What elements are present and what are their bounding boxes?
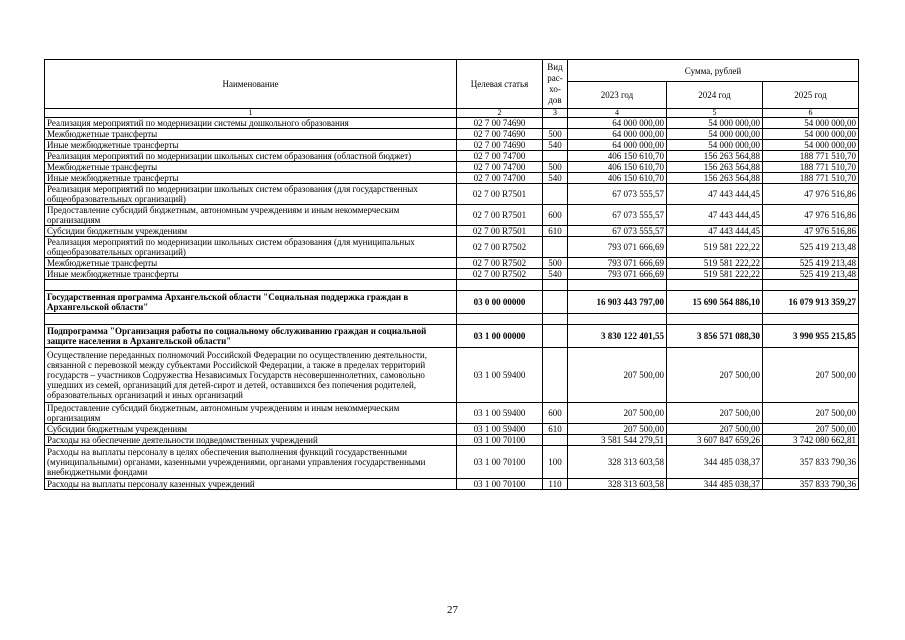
page-number: 27 — [447, 604, 458, 616]
row-sum-2025: 16 079 913 359,27 — [763, 291, 859, 314]
row-target-article: 02 7 00 74700 — [457, 151, 543, 162]
row-sum-2023: 793 071 666,69 — [568, 269, 667, 280]
header-name: Наименование — [45, 60, 457, 109]
row-name: Предоставление субсидий бюджетным, автономным учреждениям и иным некоммерческим организациям — [45, 403, 457, 424]
row-target-article: 03 1 00 59400 — [457, 348, 543, 403]
row-sum-2023: 406 150 610,70 — [568, 162, 667, 173]
row-expense-type — [543, 348, 568, 403]
row-target-article: 02 7 00 74690 — [457, 129, 543, 140]
row-sum-2025: 207 500,00 — [763, 403, 859, 424]
row-target-article: 02 7 00 R7502 — [457, 258, 543, 269]
row-sum-2023: 67 073 555,57 — [568, 226, 667, 237]
row-sum-2025: 3 990 955 215,85 — [763, 325, 859, 348]
row-name: Расходы на выплаты персоналу казенных учреждений — [45, 479, 457, 490]
row-name: Субсидии бюджетным учреждениям — [45, 424, 457, 435]
row-sum-2024: 156 263 564,88 — [667, 151, 763, 162]
row-sum-2023: 406 150 610,70 — [568, 173, 667, 184]
row-sum-2024: 54 000 000,00 — [667, 129, 763, 140]
row-expense-type: 110 — [543, 479, 568, 490]
column-index: 3 — [543, 109, 568, 118]
row-sum-2024: 47 443 444,45 — [667, 205, 763, 226]
table-row — [45, 258, 859, 269]
row-name: Реализация мероприятий по модернизации школьных систем образования (для государственных общеобразовательных организаций) — [45, 184, 457, 205]
row-sum-2024: 519 581 222,22 — [667, 269, 763, 280]
row-sum-2024: 207 500,00 — [667, 403, 763, 424]
row-sum-2025: 188 771 510,70 — [763, 151, 859, 162]
table-row — [45, 291, 859, 314]
row-sum-2023 — [568, 314, 667, 325]
row-sum-2023: 64 000 000,00 — [568, 118, 667, 129]
row-target-article — [457, 314, 543, 325]
table-row — [45, 162, 859, 173]
row-expense-type: 500 — [543, 162, 568, 173]
row-sum-2024: 344 485 038,37 — [667, 479, 763, 490]
row-sum-2025: 47 976 516,86 — [763, 205, 859, 226]
header-row-top — [45, 60, 859, 82]
row-sum-2025: 54 000 000,00 — [763, 129, 859, 140]
header-sum: Сумма, рублей — [568, 60, 859, 82]
header-expense-type: Вид рас-хо-дов — [543, 60, 568, 109]
row-expense-type — [543, 118, 568, 129]
row-sum-2023: 406 150 610,70 — [568, 151, 667, 162]
row-sum-2025 — [763, 314, 859, 325]
row-sum-2025: 47 976 516,86 — [763, 226, 859, 237]
table-row-spacer — [45, 314, 859, 325]
row-name: Реализация мероприятий по модернизации школьных систем образования (для муниципальных общеобразовательных организаций) — [45, 237, 457, 258]
header-target-article: Целевая статья — [457, 60, 543, 109]
header-year-2024: 2024 год — [667, 82, 763, 109]
row-expense-type — [543, 325, 568, 348]
row-sum-2023: 67 073 555,57 — [568, 205, 667, 226]
table-row — [45, 205, 859, 226]
row-sum-2024 — [667, 314, 763, 325]
row-sum-2024: 156 263 564,88 — [667, 162, 763, 173]
table-row — [45, 118, 859, 129]
header-year-2025: 2025 год — [763, 82, 859, 109]
row-sum-2024: 54 000 000,00 — [667, 118, 763, 129]
row-sum-2024: 3 607 847 659,26 — [667, 435, 763, 446]
row-expense-type — [543, 184, 568, 205]
row-sum-2023 — [568, 280, 667, 291]
row-sum-2025: 525 419 213,48 — [763, 237, 859, 258]
row-sum-2025: 188 771 510,70 — [763, 173, 859, 184]
row-sum-2023: 67 073 555,57 — [568, 184, 667, 205]
row-sum-2023: 328 313 603,58 — [568, 446, 667, 479]
column-index: 4 — [568, 109, 667, 118]
row-sum-2023: 793 071 666,69 — [568, 258, 667, 269]
row-expense-type: 540 — [543, 173, 568, 184]
row-target-article: 02 7 00 74690 — [457, 140, 543, 151]
row-sum-2024: 519 581 222,22 — [667, 258, 763, 269]
row-sum-2025: 188 771 510,70 — [763, 162, 859, 173]
row-sum-2024 — [667, 280, 763, 291]
row-target-article: 03 1 00 70100 — [457, 435, 543, 446]
header-year-2023: 2023 год — [568, 82, 667, 109]
row-name: Иные межбюджетные трансферты — [45, 140, 457, 151]
row-expense-type: 500 — [543, 129, 568, 140]
row-sum-2023: 3 581 544 279,51 — [568, 435, 667, 446]
row-sum-2025: 54 000 000,00 — [763, 118, 859, 129]
table-row — [45, 325, 859, 348]
column-index-row — [45, 109, 859, 118]
budget-table-sheet — [44, 59, 858, 490]
row-target-article: 02 7 00 R7501 — [457, 184, 543, 205]
row-expense-type — [543, 314, 568, 325]
row-expense-type — [543, 280, 568, 291]
table-row — [45, 151, 859, 162]
row-sum-2024: 3 856 571 088,30 — [667, 325, 763, 348]
row-expense-type — [543, 151, 568, 162]
row-sum-2024: 47 443 444,45 — [667, 226, 763, 237]
column-index: 5 — [667, 109, 763, 118]
row-target-article: 03 1 00 70100 — [457, 479, 543, 490]
table-row — [45, 226, 859, 237]
row-target-article: 03 0 00 00000 — [457, 291, 543, 314]
row-sum-2025: 54 000 000,00 — [763, 140, 859, 151]
row-name: Расходы на выплаты персоналу в целях обеспечения выполнения функций государственными (муниципальными) органами, казенными учреждениями, органами управления государственными внебюджетными фондами — [45, 446, 457, 479]
row-target-article: 02 7 00 R7501 — [457, 226, 543, 237]
row-target-article: 03 1 00 59400 — [457, 424, 543, 435]
row-name: Подпрограмма "Организация работы по социальному обслуживанию граждан и социальной защите населения в Архангельской области" — [45, 325, 457, 348]
row-name: Межбюджетные трансферты — [45, 129, 457, 140]
row-expense-type: 610 — [543, 424, 568, 435]
table-row — [45, 479, 859, 490]
row-sum-2023: 16 903 443 797,00 — [568, 291, 667, 314]
row-sum-2025 — [763, 280, 859, 291]
row-sum-2023: 207 500,00 — [568, 403, 667, 424]
row-expense-type — [543, 435, 568, 446]
row-name: Реализация мероприятий по модернизации системы дошкольного образования — [45, 118, 457, 129]
row-name: Межбюджетные трансферты — [45, 162, 457, 173]
row-sum-2025: 525 419 213,48 — [763, 258, 859, 269]
row-sum-2024: 207 500,00 — [667, 348, 763, 403]
row-sum-2024: 47 443 444,45 — [667, 184, 763, 205]
row-sum-2023: 3 830 122 401,55 — [568, 325, 667, 348]
row-expense-type — [543, 237, 568, 258]
row-target-article: 02 7 00 74690 — [457, 118, 543, 129]
row-expense-type: 540 — [543, 269, 568, 280]
table-row — [45, 140, 859, 151]
row-sum-2024: 15 690 564 886,10 — [667, 291, 763, 314]
row-sum-2023: 793 071 666,69 — [568, 237, 667, 258]
row-name: Предоставление субсидий бюджетным, автономным учреждениям и иным некоммерческим организациям — [45, 205, 457, 226]
column-index: 6 — [763, 109, 859, 118]
row-sum-2024: 207 500,00 — [667, 424, 763, 435]
table-row — [45, 446, 859, 479]
row-target-article: 02 7 00 74700 — [457, 162, 543, 173]
row-expense-type: 500 — [543, 258, 568, 269]
row-target-article: 02 7 00 R7502 — [457, 269, 543, 280]
row-sum-2025: 3 742 080 662,81 — [763, 435, 859, 446]
row-sum-2025: 525 419 213,48 — [763, 269, 859, 280]
row-name: Иные межбюджетные трансферты — [45, 173, 457, 184]
row-sum-2023: 64 000 000,00 — [568, 129, 667, 140]
row-sum-2024: 156 263 564,88 — [667, 173, 763, 184]
row-target-article: 03 1 00 00000 — [457, 325, 543, 348]
row-sum-2025: 357 833 790,36 — [763, 446, 859, 479]
row-target-article: 03 1 00 59400 — [457, 403, 543, 424]
row-expense-type: 600 — [543, 403, 568, 424]
row-expense-type: 540 — [543, 140, 568, 151]
row-sum-2025: 207 500,00 — [763, 424, 859, 435]
row-name: Субсидии бюджетным учреждениям — [45, 226, 457, 237]
table-row-spacer — [45, 280, 859, 291]
row-name: Осуществление переданных полномочий Российской Федерации по осуществлению деятельности, связанной с перевозкой между субъектами Российской Федерации, а также в пределах территорий государств – участников Содружества Независимых Государств несовершеннолетних, самовольно ушедших из семей, организаций для детей-сирот и детей, оставшихся без попечения родителей, образовательных организаций и иных организаций — [45, 348, 457, 403]
budget-table-body — [45, 60, 859, 490]
row-name: Расходы на обеспечение деятельности подведомственных учреждений — [45, 435, 457, 446]
table-row — [45, 129, 859, 140]
row-name: Государственная программа Архангельской области "Социальная поддержка граждан в Архангельской области" — [45, 291, 457, 314]
table-row — [45, 424, 859, 435]
row-target-article: 02 7 00 74700 — [457, 173, 543, 184]
column-index: 1 — [45, 109, 457, 118]
row-expense-type: 600 — [543, 205, 568, 226]
row-sum-2024: 519 581 222,22 — [667, 237, 763, 258]
row-name: Реализация мероприятий по модернизации школьных систем образования (областной бюджет) — [45, 151, 457, 162]
table-row — [45, 403, 859, 424]
table-row — [45, 435, 859, 446]
table-row — [45, 348, 859, 403]
budget-table — [44, 59, 859, 490]
row-sum-2024: 54 000 000,00 — [667, 140, 763, 151]
table-row — [45, 237, 859, 258]
row-sum-2023: 64 000 000,00 — [568, 140, 667, 151]
row-target-article: 02 7 00 R7501 — [457, 205, 543, 226]
row-expense-type: 610 — [543, 226, 568, 237]
row-sum-2023: 207 500,00 — [568, 348, 667, 403]
table-row — [45, 173, 859, 184]
table-row — [45, 269, 859, 280]
row-sum-2023: 328 313 603,58 — [568, 479, 667, 490]
row-name: Межбюджетные трансферты — [45, 258, 457, 269]
row-name: Иные межбюджетные трансферты — [45, 269, 457, 280]
row-expense-type: 100 — [543, 446, 568, 479]
row-name — [45, 314, 457, 325]
row-expense-type — [543, 291, 568, 314]
row-sum-2025: 207 500,00 — [763, 348, 859, 403]
table-row — [45, 184, 859, 205]
row-name — [45, 280, 457, 291]
column-index: 2 — [457, 109, 543, 118]
row-sum-2023: 207 500,00 — [568, 424, 667, 435]
row-sum-2024: 344 485 038,37 — [667, 446, 763, 479]
row-sum-2025: 47 976 516,86 — [763, 184, 859, 205]
row-target-article: 03 1 00 70100 — [457, 446, 543, 479]
row-target-article: 02 7 00 R7502 — [457, 237, 543, 258]
row-sum-2025: 357 833 790,36 — [763, 479, 859, 490]
row-target-article — [457, 280, 543, 291]
